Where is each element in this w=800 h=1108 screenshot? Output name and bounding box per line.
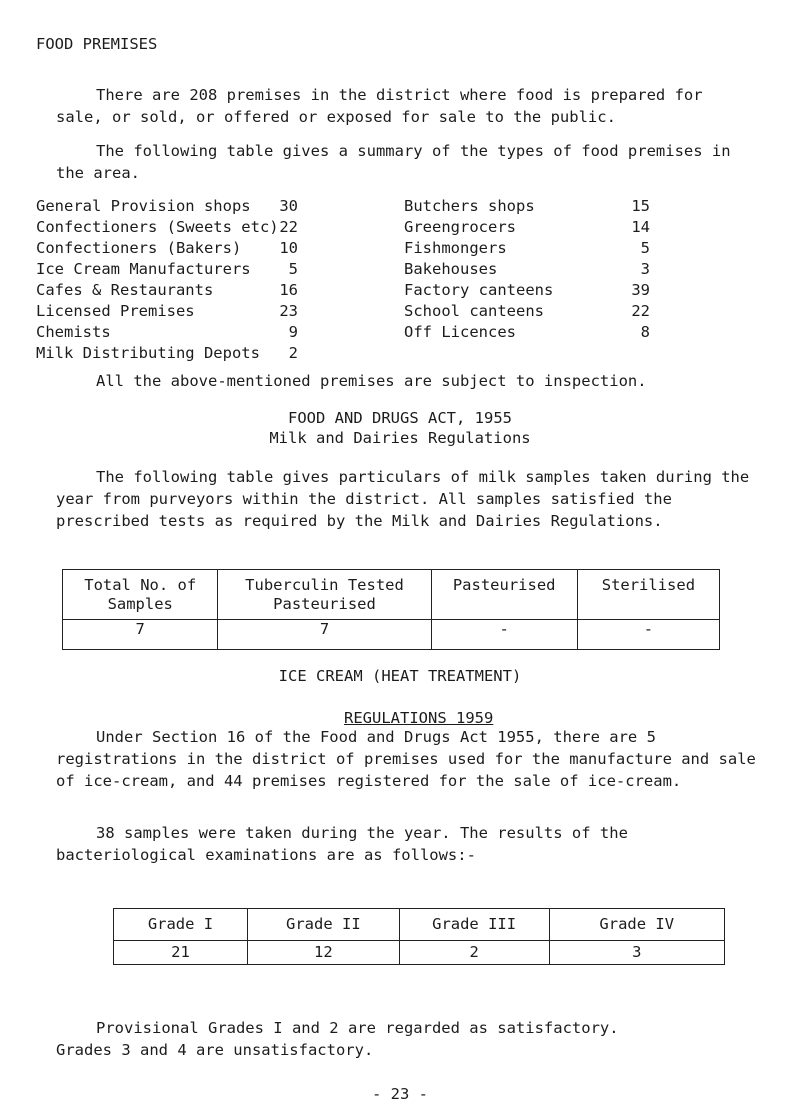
table-row: [114, 941, 725, 965]
premises-count: 3: [640, 260, 650, 278]
list-item: [404, 260, 734, 280]
premises-name: Chemists: [36, 323, 111, 341]
premises-count: 5: [288, 260, 298, 278]
premises-count: 23: [279, 302, 298, 320]
premises-name: Confectioners (Bakers): [36, 239, 242, 257]
section-heading: FOOD PREMISES: [36, 35, 158, 53]
premises-count: 10: [279, 239, 298, 257]
header-line: Pasteurised: [452, 576, 556, 594]
table-header-cell: Grade IV: [549, 909, 725, 941]
table-header-row: [63, 570, 720, 620]
table-cell: 2: [399, 941, 549, 965]
list-item: [36, 302, 366, 322]
premises-name: Confectioners (Sweets etc): [36, 218, 279, 236]
table-header-cell: [431, 570, 577, 620]
table-cell: 7: [218, 620, 431, 650]
summary-paragraph: The following table gives a summary of the types of food premises in the area.: [56, 142, 731, 182]
premises-name: Greengrocers: [404, 218, 516, 236]
header-line: Total No. of: [84, 575, 197, 594]
milk-samples-table: [62, 569, 720, 650]
table-cell: 7: [63, 620, 218, 650]
premises-count: 2: [288, 344, 298, 362]
premises-count: 15: [631, 197, 650, 215]
table-header-cell: [63, 570, 218, 620]
premises-count: 30: [279, 197, 298, 215]
table-cell: 21: [114, 941, 248, 965]
table-cell: 3: [549, 941, 725, 965]
table-row: [63, 620, 720, 650]
table-header-cell: [577, 570, 719, 620]
inspection-note: All the above-mentioned premises are subject to inspection.: [96, 372, 647, 390]
ice-cream-subtitle: REGULATIONS 1959: [344, 709, 494, 727]
premises-count: 22: [631, 302, 650, 320]
list-item: [36, 260, 366, 280]
premises-name: School canteens: [404, 302, 544, 320]
premises-name: Off Licences: [404, 323, 516, 341]
grade-results-table: [113, 908, 725, 965]
intro-paragraph: There are 208 premises in the district where food is prepared for sale, or sold, or offered or exposed for sale to the public.: [56, 86, 703, 126]
premises-name: General Provision shops: [36, 197, 251, 215]
list-item: [404, 197, 734, 217]
premises-name: Licensed Premises: [36, 302, 195, 320]
premises-count: 39: [631, 281, 650, 299]
page-number: - 23 -: [372, 1085, 428, 1103]
premises-count: 8: [640, 323, 650, 341]
list-item: [36, 218, 366, 238]
table-cell: -: [431, 620, 577, 650]
closing-line-2: Grades 3 and 4 are unsatisfactory.: [56, 1041, 374, 1059]
ice-cream-paragraph: Under Section 16 of the Food and Drugs Act 1955, there are 5 registrations in the district of premises used for the manufacture and sale of ice-cream, and 44 premises registered for the sale of ice-cream.: [56, 728, 756, 790]
premises-count: 16: [279, 281, 298, 299]
table-header-row: [114, 909, 725, 941]
list-item: [404, 281, 734, 301]
premises-count: 22: [279, 218, 298, 236]
premises-name: Milk Distributing Depots: [36, 344, 260, 362]
premises-count: 9: [288, 323, 298, 341]
table-header-cell: [218, 570, 431, 620]
list-item: [404, 302, 734, 322]
header-line: Sterilised: [601, 576, 696, 594]
list-item: [36, 239, 366, 259]
header-line: Samples: [107, 594, 173, 613]
premises-name: Cafes & Restaurants: [36, 281, 214, 299]
premises-count: 5: [640, 239, 650, 257]
table-cell: -: [577, 620, 719, 650]
act-title: FOOD AND DRUGS ACT, 1955: [288, 409, 512, 427]
premises-name: Factory canteens: [404, 281, 554, 299]
header-line: Tuberculin Tested: [245, 575, 404, 594]
table-header-cell: Grade III: [399, 909, 549, 941]
table-cell: 12: [247, 941, 399, 965]
ice-cream-title: ICE CREAM (HEAT TREATMENT): [278, 667, 522, 685]
milk-paragraph: The following table gives particulars of milk samples taken during the year from purveyors within the district. All samples satisfied the prescribed tests as required by the Milk and Dairies Regulations.: [56, 468, 750, 530]
list-item: [404, 323, 734, 343]
premises-count: 14: [631, 218, 650, 236]
premises-name: Butchers shops: [404, 197, 535, 215]
table-header-cell: Grade I: [114, 909, 248, 941]
list-item: [36, 344, 366, 364]
table-header-cell: Grade II: [247, 909, 399, 941]
list-item: [36, 323, 366, 343]
header-line: Pasteurised: [273, 594, 376, 613]
act-subtitle: Milk and Dairies Regulations: [269, 429, 531, 447]
premises-name: Fishmongers: [404, 239, 507, 257]
list-item: [36, 281, 366, 301]
samples-paragraph: 38 samples were taken during the year. The results of the bacteriological examinations are as follows:-: [56, 824, 628, 864]
premises-name: Ice Cream Manufacturers: [36, 260, 251, 278]
premises-name: Bakehouses: [404, 260, 498, 278]
list-item: [36, 197, 366, 217]
list-item: [404, 239, 734, 259]
closing-line-1: Provisional Grades I and 2 are regarded as satisfactory.: [96, 1019, 619, 1037]
list-item: [404, 218, 734, 238]
